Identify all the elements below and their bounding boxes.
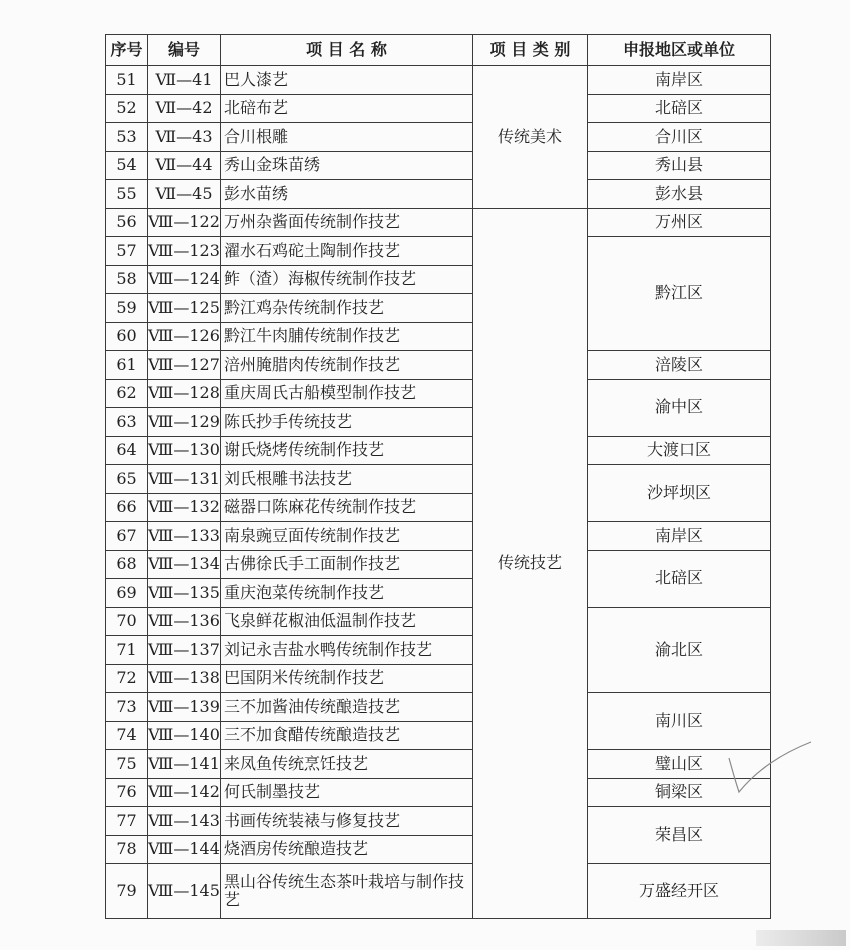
table-row bbox=[106, 180, 771, 209]
code-cell: Ⅷ—136 bbox=[148, 607, 221, 636]
code-cell: Ⅷ—141 bbox=[148, 750, 221, 779]
region-cell: 大渡口区 bbox=[588, 436, 771, 465]
region-cell: 璧山区 bbox=[588, 750, 771, 779]
name-cell: 北碚布艺 bbox=[221, 94, 473, 123]
region-cell: 渝中区 bbox=[588, 379, 771, 436]
code-cell: Ⅷ—125 bbox=[148, 294, 221, 323]
table-row bbox=[106, 465, 771, 494]
seq-cell: 56 bbox=[106, 208, 148, 237]
code-cell: Ⅷ—135 bbox=[148, 579, 221, 608]
seq-cell: 74 bbox=[106, 721, 148, 750]
code-cell: Ⅷ—144 bbox=[148, 835, 221, 864]
name-cell: 刘氏根雕书法技艺 bbox=[221, 465, 473, 494]
code-cell: Ⅷ—127 bbox=[148, 351, 221, 380]
name-cell: 飞泉鲜花椒油低温制作技艺 bbox=[221, 607, 473, 636]
name-cell: 涪州腌腊肉传统制作技艺 bbox=[221, 351, 473, 380]
seq-cell: 75 bbox=[106, 750, 148, 779]
table-row bbox=[106, 693, 771, 722]
code-cell: Ⅶ—41 bbox=[148, 66, 221, 95]
table-row bbox=[106, 237, 771, 266]
code-cell: Ⅷ—123 bbox=[148, 237, 221, 266]
region-cell: 万州区 bbox=[588, 208, 771, 237]
seq-cell: 54 bbox=[106, 151, 148, 180]
code-cell: Ⅷ—142 bbox=[148, 778, 221, 807]
region-cell: 南岸区 bbox=[588, 66, 771, 95]
category-cell: 传统美术 bbox=[473, 66, 588, 209]
seq-cell: 61 bbox=[106, 351, 148, 380]
seq-cell: 53 bbox=[106, 123, 148, 152]
region-cell: 彭水县 bbox=[588, 180, 771, 209]
region-cell: 北碚区 bbox=[588, 550, 771, 607]
code-cell: Ⅷ—140 bbox=[148, 721, 221, 750]
name-cell: 万州杂酱面传统制作技艺 bbox=[221, 208, 473, 237]
code-cell: Ⅷ—131 bbox=[148, 465, 221, 494]
name-cell: 书画传统装裱与修复技艺 bbox=[221, 807, 473, 836]
seq-cell: 65 bbox=[106, 465, 148, 494]
table-row bbox=[106, 550, 771, 579]
seq-cell: 78 bbox=[106, 835, 148, 864]
pen-checkmark-mark bbox=[725, 740, 815, 800]
table-row bbox=[106, 151, 771, 180]
code-cell: Ⅷ—122 bbox=[148, 208, 221, 237]
name-cell: 濯水石鸡砣土陶制作技艺 bbox=[221, 237, 473, 266]
code-cell: Ⅷ—143 bbox=[148, 807, 221, 836]
name-cell: 巴国阴米传统制作技艺 bbox=[221, 664, 473, 693]
seq-cell: 64 bbox=[106, 436, 148, 465]
code-cell: Ⅶ—45 bbox=[148, 180, 221, 209]
name-cell: 重庆周氏古船模型制作技艺 bbox=[221, 379, 473, 408]
name-cell: 磁器口陈麻花传统制作技艺 bbox=[221, 493, 473, 522]
seq-cell: 59 bbox=[106, 294, 148, 323]
region-cell: 北碚区 bbox=[588, 94, 771, 123]
name-cell: 彭水苗绣 bbox=[221, 180, 473, 209]
category-cell: 传统技艺 bbox=[473, 208, 588, 919]
code-cell: Ⅷ—130 bbox=[148, 436, 221, 465]
seq-cell: 51 bbox=[106, 66, 148, 95]
code-cell: Ⅷ—138 bbox=[148, 664, 221, 693]
table-header-row bbox=[106, 35, 771, 66]
name-cell: 巴人漆艺 bbox=[221, 66, 473, 95]
name-cell: 古佛徐氏手工面制作技艺 bbox=[221, 550, 473, 579]
header-project-name: 项 目 名 称 bbox=[221, 35, 473, 66]
table-row bbox=[106, 436, 771, 465]
seq-cell: 68 bbox=[106, 550, 148, 579]
name-cell: 重庆泡菜传统制作技艺 bbox=[221, 579, 473, 608]
code-cell: Ⅶ—42 bbox=[148, 94, 221, 123]
seq-cell: 58 bbox=[106, 265, 148, 294]
heritage-list-page bbox=[105, 34, 771, 919]
region-cell: 万盛经开区 bbox=[588, 864, 771, 919]
code-cell: Ⅷ—129 bbox=[148, 408, 221, 437]
name-cell: 黑山谷传统生态茶叶栽培与制作技艺 bbox=[221, 864, 473, 919]
region-cell: 黔江区 bbox=[588, 237, 771, 351]
name-cell: 鲊（渣）海椒传统制作技艺 bbox=[221, 265, 473, 294]
code-cell: Ⅷ—139 bbox=[148, 693, 221, 722]
table-row bbox=[106, 607, 771, 636]
code-cell: Ⅷ—137 bbox=[148, 636, 221, 665]
code-cell: Ⅶ—44 bbox=[148, 151, 221, 180]
code-cell: Ⅷ—133 bbox=[148, 522, 221, 551]
region-cell: 涪陵区 bbox=[588, 351, 771, 380]
table-row bbox=[106, 522, 771, 551]
seq-cell: 77 bbox=[106, 807, 148, 836]
header-category: 项 目 类 别 bbox=[473, 35, 588, 66]
code-cell: Ⅷ—128 bbox=[148, 379, 221, 408]
seq-cell: 79 bbox=[106, 864, 148, 919]
code-cell: Ⅷ—145 bbox=[148, 864, 221, 919]
table-row bbox=[106, 807, 771, 836]
heritage-project-table bbox=[105, 34, 771, 919]
seq-cell: 63 bbox=[106, 408, 148, 437]
name-cell: 三不加酱油传统酿造技艺 bbox=[221, 693, 473, 722]
region-cell: 秀山县 bbox=[588, 151, 771, 180]
table-row bbox=[106, 94, 771, 123]
name-cell: 何氏制墨技艺 bbox=[221, 778, 473, 807]
table-row bbox=[106, 750, 771, 779]
name-cell: 刘记永吉盐水鸭传统制作技艺 bbox=[221, 636, 473, 665]
region-cell: 荣昌区 bbox=[588, 807, 771, 864]
seq-cell: 57 bbox=[106, 237, 148, 266]
region-cell: 南川区 bbox=[588, 693, 771, 750]
table-row bbox=[106, 864, 771, 919]
table-row bbox=[106, 379, 771, 408]
name-cell: 陈氏抄手传统技艺 bbox=[221, 408, 473, 437]
seq-cell: 60 bbox=[106, 322, 148, 351]
seq-cell: 72 bbox=[106, 664, 148, 693]
header-seq: 序号 bbox=[106, 35, 148, 66]
seq-cell: 69 bbox=[106, 579, 148, 608]
code-cell: Ⅷ—126 bbox=[148, 322, 221, 351]
name-cell: 来凤鱼传统烹饪技艺 bbox=[221, 750, 473, 779]
table-row bbox=[106, 66, 771, 95]
name-cell: 黔江牛肉脯传统制作技艺 bbox=[221, 322, 473, 351]
seq-cell: 55 bbox=[106, 180, 148, 209]
name-cell: 谢氏烧烤传统制作技艺 bbox=[221, 436, 473, 465]
region-cell: 合川区 bbox=[588, 123, 771, 152]
name-cell: 秀山金珠苗绣 bbox=[221, 151, 473, 180]
name-cell: 烧酒房传统酿造技艺 bbox=[221, 835, 473, 864]
seq-cell: 67 bbox=[106, 522, 148, 551]
header-code: 编号 bbox=[148, 35, 221, 66]
code-cell: Ⅶ—43 bbox=[148, 123, 221, 152]
table-row bbox=[106, 351, 771, 380]
code-cell: Ⅷ—124 bbox=[148, 265, 221, 294]
seq-cell: 66 bbox=[106, 493, 148, 522]
seq-cell: 76 bbox=[106, 778, 148, 807]
code-cell: Ⅷ—134 bbox=[148, 550, 221, 579]
name-cell: 三不加食醋传统酿造技艺 bbox=[221, 721, 473, 750]
table-row bbox=[106, 778, 771, 807]
table-row bbox=[106, 123, 771, 152]
region-cell: 南岸区 bbox=[588, 522, 771, 551]
name-cell: 南泉豌豆面传统制作技艺 bbox=[221, 522, 473, 551]
seq-cell: 62 bbox=[106, 379, 148, 408]
watermark-logo bbox=[756, 930, 846, 946]
code-cell: Ⅷ—132 bbox=[148, 493, 221, 522]
region-cell: 渝北区 bbox=[588, 607, 771, 693]
name-cell: 合川根雕 bbox=[221, 123, 473, 152]
header-region: 申报地区或单位 bbox=[588, 35, 771, 66]
name-cell: 黔江鸡杂传统制作技艺 bbox=[221, 294, 473, 323]
seq-cell: 70 bbox=[106, 607, 148, 636]
seq-cell: 52 bbox=[106, 94, 148, 123]
seq-cell: 71 bbox=[106, 636, 148, 665]
seq-cell: 73 bbox=[106, 693, 148, 722]
region-cell: 沙坪坝区 bbox=[588, 465, 771, 522]
region-cell: 铜梁区 bbox=[588, 778, 771, 807]
table-row bbox=[106, 208, 771, 237]
